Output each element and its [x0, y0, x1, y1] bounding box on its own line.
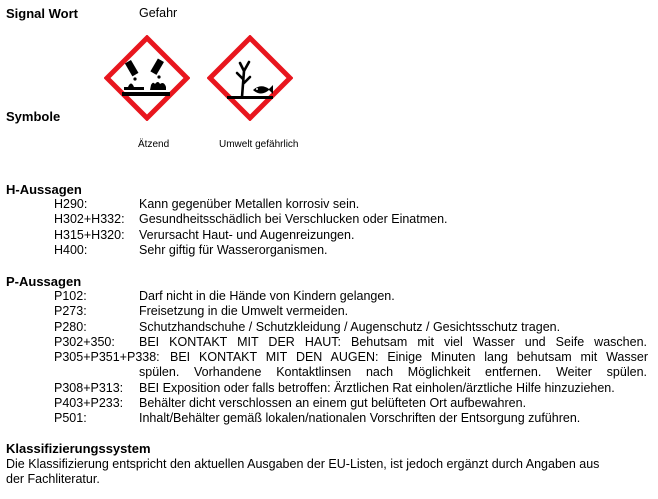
p-text: Freisetzung in die Umwelt vermeiden. — [139, 304, 349, 318]
corrosive-pictogram-icon — [104, 35, 190, 121]
p-code: P403+P233: — [54, 396, 124, 410]
h-code: H400: — [54, 243, 88, 257]
signal-word-value: Gefahr — [139, 6, 178, 20]
p-text-continuation: spülen. Vorhandene Kontaktlinsen nach Möglichkeit entfernen. Weiter spülen. — [139, 365, 647, 379]
environment-hazard-pictogram-icon — [207, 35, 293, 121]
klassifizierung-title: Klassifizierungssystem — [6, 441, 151, 456]
h-text: Verursacht Haut- und Augenreizungen. — [139, 228, 355, 242]
p-text: BEI KONTAKT MIT DEN AUGEN: Einige Minuten lang behutsam mit Wasser — [170, 350, 648, 364]
p-text: Behälter dicht verschlossen an einem gut belüfteten Ort aufbewahren. — [139, 396, 527, 410]
p-code: P273: — [54, 304, 87, 318]
p-text: Schutzhandschuhe / Schutzkleidung / Augenschutz / Gesichtsschutz tragen. — [139, 320, 561, 334]
h-code: H290: — [54, 197, 88, 211]
p-text: BEI Exposition oder falls betroffen: Ärztlichen Rat einholen/ärztliche Hilfe hinzuziehen. — [139, 381, 615, 395]
p-text: Inhalt/Behälter gemäß lokalen/nationalen Vorschriften der Entsorgung zuführen. — [139, 411, 581, 425]
p-code: P280: — [54, 320, 87, 334]
p-text: BEI KONTAKT MIT DER HAUT: Behutsam mit viel Wasser und Seife waschen. — [139, 335, 647, 349]
klassifizierung-line1: Die Klassifizierung entspricht den aktuellen Ausgaben der EU-Listen, ist jedoch ergänzt durch Angaben aus — [6, 457, 600, 471]
p-code: P102: — [54, 289, 87, 303]
p-code: P302+350: — [54, 335, 115, 349]
h-text: Kann gegenüber Metallen korrosiv sein. — [139, 197, 360, 211]
p-section-title: P-Aussagen — [6, 274, 82, 289]
signal-word-label: Signal Wort — [6, 6, 78, 21]
pictogram-caption-corrosive: Ätzend — [138, 139, 170, 150]
p-text: Darf nicht in die Hände von Kindern gelangen. — [139, 289, 395, 303]
h-code: H315+H320: — [54, 228, 125, 242]
klassifizierung-line2: der Fachliteratur. — [6, 472, 100, 486]
p-code: P501: — [54, 411, 87, 425]
p-code: P308+P313: — [54, 381, 124, 395]
h-code: H302+H332: — [54, 212, 125, 226]
h-text: Sehr giftig für Wasserorganismen. — [139, 243, 328, 257]
h-text: Gesundheitsschädlich bei Verschlucken oder Einatmen. — [139, 212, 448, 226]
pictogram-caption-environment: Umwelt gefährlich — [219, 139, 299, 150]
symbole-label: Symbole — [6, 109, 61, 124]
p-code: P305+P351+P338: — [54, 350, 160, 364]
h-section-title: H-Aussagen — [6, 182, 82, 197]
